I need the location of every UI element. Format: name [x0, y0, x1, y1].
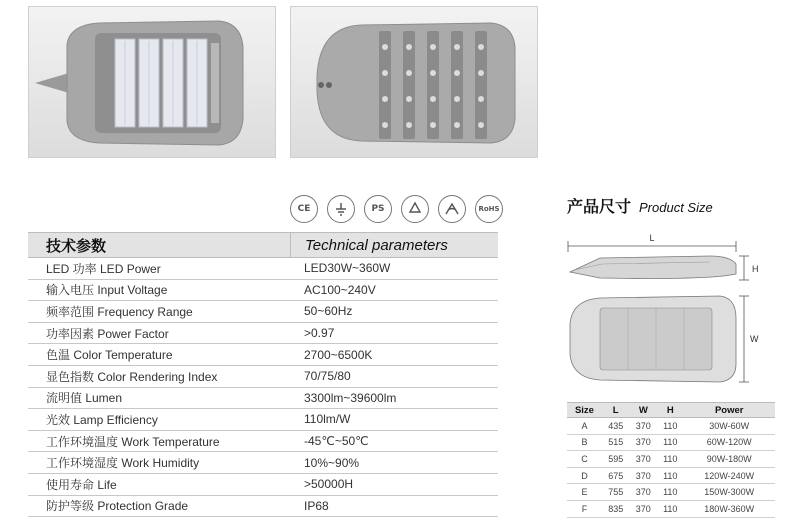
spec-header-en: Technical parameters: [290, 233, 498, 257]
pse-icon: PS: [364, 195, 392, 223]
size-cell: 370: [630, 434, 658, 451]
ccc-icon: [438, 195, 466, 223]
size-cell: E: [567, 484, 602, 501]
size-cell: F: [567, 500, 602, 517]
ground-icon: [327, 195, 355, 223]
spec-value: -45℃~50℃: [304, 434, 369, 449]
ce-icon: CE: [290, 195, 318, 223]
table-row: [567, 451, 775, 468]
size-cell: C: [567, 451, 602, 468]
spec-table-header: [28, 232, 498, 258]
size-cell: 370: [630, 418, 658, 435]
table-row: [28, 280, 498, 302]
column-header: Power: [683, 403, 775, 418]
spec-value: 50~60Hz: [304, 304, 353, 319]
technical-parameters-table: [28, 232, 498, 517]
table-row: [28, 258, 498, 280]
table-row: [28, 431, 498, 453]
column-header: W: [630, 403, 658, 418]
spec-header-zh: 技术参数: [46, 237, 107, 255]
table-row: [567, 467, 775, 484]
spec-label: 频率范围 Frequency Range: [46, 304, 193, 319]
size-cell: A: [567, 418, 602, 435]
column-header: Size: [567, 403, 602, 418]
product-size-title-en: Product Size: [639, 200, 713, 215]
product-size-title-zh: 产品尺寸: [567, 199, 632, 216]
dimension-drawing: [560, 228, 770, 388]
size-cell: 110: [657, 451, 683, 468]
table-row: [28, 474, 498, 496]
size-table-header: [567, 403, 775, 418]
size-cell: 110: [657, 434, 683, 451]
spec-value: 2700~6500K: [304, 347, 373, 362]
rohs-icon: RoHS: [475, 195, 503, 223]
length-label: L: [649, 233, 655, 243]
table-row: [567, 418, 775, 435]
column-header: L: [602, 403, 630, 418]
width-label: W: [750, 334, 759, 344]
size-cell: 370: [630, 451, 658, 468]
street-light-back-image: [291, 7, 538, 158]
spec-label: 色温 Color Temperature: [46, 348, 173, 363]
product-size-table: [567, 402, 775, 518]
spec-value: 3300lm~39600lm: [304, 390, 397, 405]
certification-icons: [290, 195, 503, 223]
size-cell: 755: [602, 484, 630, 501]
spec-value: IP68: [304, 498, 329, 513]
size-cell: 120W-240W: [683, 467, 775, 484]
column-header: H: [657, 403, 683, 418]
product-photo-back: [290, 6, 538, 158]
size-cell: 835: [602, 500, 630, 517]
table-row: [28, 409, 498, 431]
size-cell: 90W-180W: [683, 451, 775, 468]
size-cell: 515: [602, 434, 630, 451]
size-cell: 110: [657, 418, 683, 435]
spec-value: 70/75/80: [304, 369, 351, 384]
table-row: [28, 301, 498, 323]
height-label: H: [752, 264, 759, 274]
table-row: [567, 484, 775, 501]
size-cell: 150W-300W: [683, 484, 775, 501]
table-row: [28, 323, 498, 345]
size-cell: 30W-60W: [683, 418, 775, 435]
street-light-front-image: [29, 7, 276, 158]
table-row: [28, 366, 498, 388]
size-cell: 110: [657, 500, 683, 517]
spec-label: 光效 Lamp Efficiency: [46, 412, 158, 427]
size-cell: 110: [657, 484, 683, 501]
size-cell: 435: [602, 418, 630, 435]
spec-label: LED 功率 LED Power: [46, 261, 161, 276]
size-cell: 675: [602, 467, 630, 484]
product-photo-front: [28, 6, 276, 158]
spec-label: 工作环境温度 Work Temperature: [46, 434, 220, 449]
table-row: [28, 344, 498, 366]
size-cell: 370: [630, 500, 658, 517]
spec-value: AC100~240V: [304, 282, 376, 297]
spec-label: 输入电压 Input Voltage: [46, 283, 168, 298]
spec-label: 流明值 Lumen: [46, 391, 123, 406]
spec-label: 工作环境湿度 Work Humidity: [46, 456, 200, 471]
size-cell: 370: [630, 467, 658, 484]
table-row: [567, 434, 775, 451]
size-cell: 180W-360W: [683, 500, 775, 517]
product-size-title: [567, 194, 713, 217]
recycle-icon: [401, 195, 429, 223]
spec-label: 防护等级 Protection Grade: [46, 499, 189, 514]
table-row: [567, 500, 775, 517]
table-row: [28, 496, 498, 518]
spec-value: >50000H: [304, 477, 354, 492]
spec-label: 显色指数 Color Rendering Index: [46, 369, 218, 384]
table-row: [28, 388, 498, 410]
size-cell: B: [567, 434, 602, 451]
spec-label: 功率因素 Power Factor: [46, 326, 169, 341]
size-cell: 60W-120W: [683, 434, 775, 451]
size-cell: 110: [657, 467, 683, 484]
spec-value: LED30W~360W: [304, 261, 391, 276]
size-cell: 595: [602, 451, 630, 468]
spec-value: >0.97: [304, 326, 335, 341]
size-cell: 370: [630, 484, 658, 501]
spec-value: 10%~90%: [304, 455, 360, 470]
size-cell: D: [567, 467, 602, 484]
spec-value: 110lm/W: [304, 412, 351, 427]
spec-label: 使用寿命 Life: [46, 477, 117, 492]
table-row: [28, 452, 498, 474]
